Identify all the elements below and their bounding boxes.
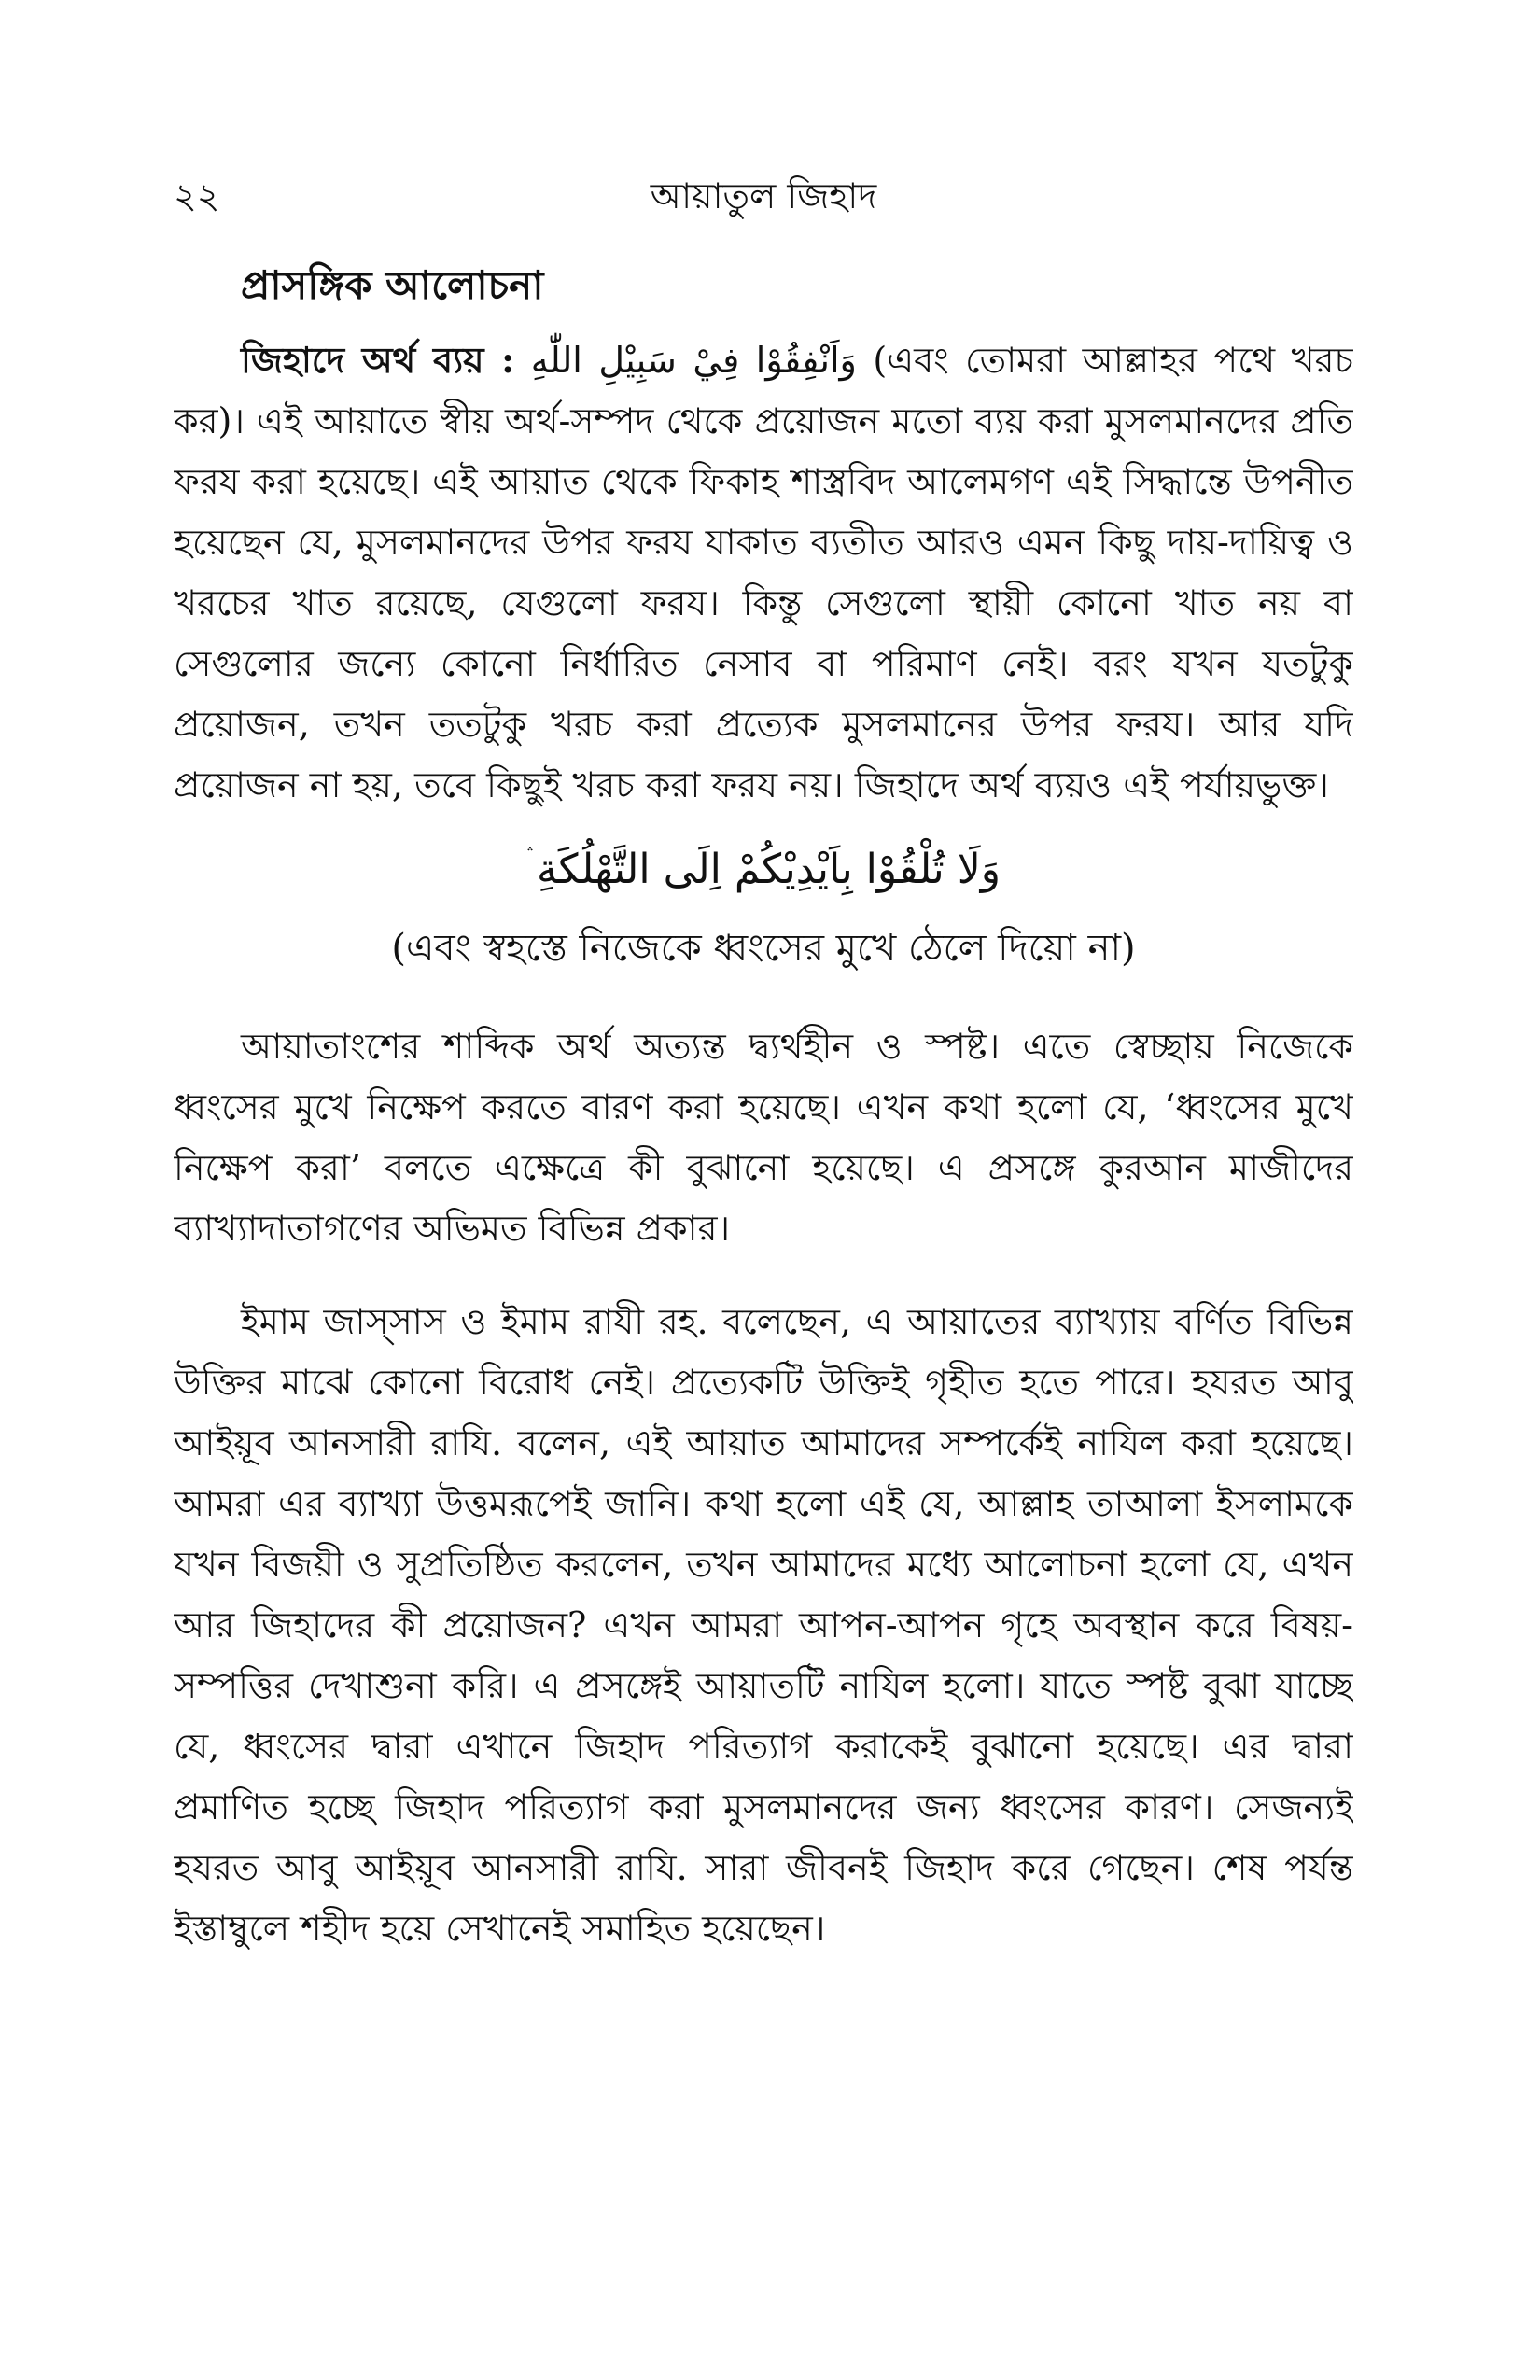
section-heading: প্রাসঙ্গিক আলোচনা — [241, 262, 544, 308]
paragraph-3: ইমাম জাস্সাস ও ইমাম রাযী রহ. বলেছেন, এ আয়াতের ব্যাখ্যায় বর্ণিত বিভিন্ন উক্তির মাঝে কোনো বিরোধ নেই। প্রত্যেকটি উক্তিই গৃহীত হতে পারে। হযরত আবু আইয়ূব আনসারী রাযি. বলেন, এই আয়াত আমাদের সম্পর্কেই নাযিল করা হয়েছে। আমরা এর ব্যাখ্যা উত্তমরূপেই জানি। কথা হলো এই যে, আল্লাহ তাআলা ইসলামকে যখন বিজয়ী ও সুপ্রতিষ্ঠিত করলেন, তখন আমাদের মধ্যে আলোচনা হলো যে, এখন আর জিহাদের কী প্রয়োজন? এখন আমরা আপন-আপন গৃহে অবস্থান করে বিষয়-সম্পত্তির দেখাশুনা করি। এ প্রসঙ্গেই আয়াতটি নাযিল হলো। যাতে স্পষ্ট বুঝা যাচ্ছে যে, ধ্বংসের দ্বারা এখানে জিহাদ পরিত্যাগ করাকেই বুঝানো হয়েছে। এর দ্বারা প্রমাণিত হচ্ছে জিহাদ পরিত্যাগ করা মুসলমানদের জন্য ধ্বংসের কারণ। সেজন্যই হযরত আবু আইয়ূব আনসারী রাযি. সারা জীবনই জিহাদ করে গেছেন। শেষ পর্যন্ত ইস্তাম্বুলে শহীদ হয়ে সেখানেই সমাহিত হয়েছেন। — [174, 1301, 1353, 1949]
paragraph-2: আয়াতাংশের শাব্দিক অর্থ অত্যন্ত দ্ব্যর্থহীন ও স্পষ্ট। এতে স্বেচ্ছায় নিজেকে ধ্বংসের মুখে নিক্ষেপ করতে বারণ করা হয়েছে। এখন কথা হলো যে, ‘ধ্বংসের মুখে নিক্ষেপ করা’ বলতে এক্ষেত্রে কী বুঝানো হয়েছে। এ প্রসঙ্গে কুরআন মাজীদের ব্যাখ্যাদাতাগণের অভিমত বিভিন্ন প্রকার। — [174, 1026, 1353, 1249]
page-number: ২২ — [174, 175, 220, 217]
paragraph-1-lead: জিহাদে অর্থ ব্যয় : — [241, 339, 515, 381]
paragraph-1 — [174, 329, 1353, 816]
paragraph-1-text: (এবং তোমরা আল্লাহর পথে খরচ কর)। এই আয়াতে স্বীয় অর্থ-সম্পদ থেকে প্রয়োজন মতো ব্যয় করা মুসলমানদের প্রতি ফরয করা হয়েছে। এই আয়াত থেকে ফিকাহ শাস্ত্রবিদ আলেমগণ এই সিদ্ধান্তে উপনীত হয়েছেন যে, মুসলমানদের উপর ফরয যাকাত ব্যতীত আরও এমন কিছু দায়-দায়িত্ব ও খরচের খাত রয়েছে, যেগুলো ফরয। কিন্তু সেগুলো স্থায়ী কোনো খাত নয় বা সেগুলোর জন্যে কোনো নির্ধারিত নেসাব বা পরিমাণ নেই। বরং যখন যতটুকু প্রয়োজন, তখন ততটুকু খরচ করা প্রত্যেক মুসলমানের উপর ফরয। আর যদি প্রয়োজন না হয়, তবে কিছুই খরচ করা ফরয নয়। জিহাদে অর্থ ব্যয়ও এই পর্যায়ভুক্ত। — [174, 340, 1353, 805]
paragraph-1-arabic-quote: وَاَنْفِقُوْا فِيْ سَبِيْلِ اللّٰهِ — [530, 340, 857, 381]
running-title: আয়াতুল জিহাদ — [650, 175, 877, 217]
quran-verse-block — [174, 839, 1353, 979]
verse-translation: (এবং স্বহস্তে নিজেকে ধ্বংসের মুখে ঠেলে দিয়ো না) — [391, 927, 1136, 970]
verse-arabic: وَلَا تُلْقُوْا بِاَيْدِيْكُمْ اِلَى التَّهْلُكَةِ ۛ — [525, 846, 1001, 893]
running-header — [174, 166, 1353, 227]
page-content — [174, 166, 1353, 2324]
